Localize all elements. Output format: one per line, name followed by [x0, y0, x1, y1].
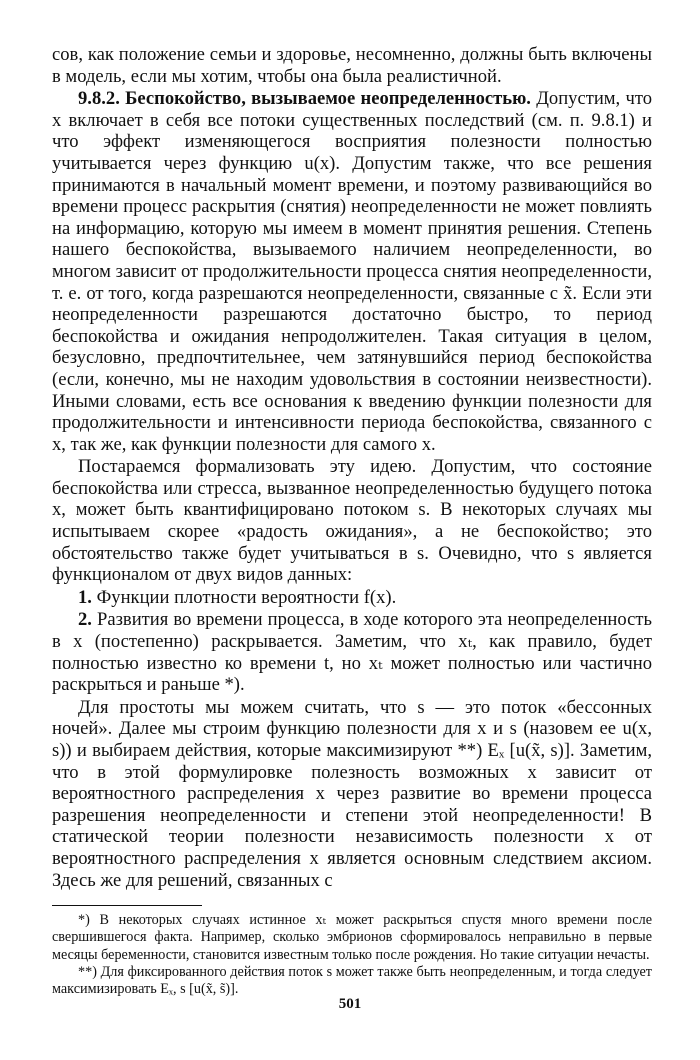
- footnote-2-marker: **): [78, 963, 97, 980]
- paragraph-formalize: [52, 456, 652, 586]
- page-number: 501: [338, 996, 362, 1012]
- paragraph-simplicity: [52, 697, 652, 891]
- list-item-1: [52, 587, 652, 609]
- paragraph-section-9-8-2: [52, 88, 652, 455]
- formalize-text: Постараемся формализовать эту идею. Допустим, что состояние беспокойства или стресса, вызванное неопределенностью будущего потока x, может быть квантифицировано потоком s. В некоторых случаях мы испытываем скорее «радость ожидания», а не беспокойство; это обстоятельство также будет учитываться в s. Очевидно, что s является функционалом от двух видов данных:: [52, 456, 652, 586]
- list-item-1-number: 1.: [78, 586, 92, 608]
- section-heading: 9.8.2. Беспокойство, вызываемое неопределенностью.: [78, 88, 531, 110]
- list-item-2-number: 2.: [78, 609, 92, 631]
- footnote-1: [52, 912, 652, 964]
- list-item-2-text: Развития во времени процесса, в ходе которого эта неопределенность в x (постепенно) раскрывается. Заметим, что xₜ, как правило, будет полностью известно ко времени t, но xₜ может полностью или частично раскрыться и раньше *).: [52, 609, 652, 696]
- footnote-2: [52, 964, 652, 998]
- section-text: Допустим, что x включает в себя все потоки существенных последствий (см. п. 9.8.1) и что эффект изменяющегося восприятия полезности полностью учитывается через функцию u(x). Допустим также, что все решения принимаются в начальный момент времени, и поэтому развивающийся во времени процесс раскрытия (снятия) неопределенности не может повлиять на информацию, которую мы имеем в момент принятия решения. Степень нашего беспокойства, вызываемого наличием неопределенности, во многом зависит от продолжительности процесса снятия неопределенности, т. е. от того, когда разрешаются неопределенности, связанные с x̃. Если эти неопределенности разрешаются достаточно быстро, то период беспокойства и ожидания непродолжителен. Такая ситуация в целом, безусловно, предпочтительнее, чем затянувшийся период беспокойства (если, конечно, мы не находим удовольствия в состоянии неизвестности). Иными словами, есть все основания к введению функции полезности для продолжительности и интенсивности периода беспокойства, связанного с x, так же, как функции полезности для самого x.: [52, 88, 652, 455]
- paragraph-continuation: [52, 44, 652, 87]
- page-body: [52, 44, 652, 998]
- footnote-2-text: Для фиксированного действия поток s может также быть неопределенным, и тогда следует максимизировать Eₓ, s [u(x̃, s̃)].: [52, 963, 652, 997]
- continuation-text: сов, как положение семьи и здоровье, несомненно, должны быть включены в модель, если мы хотим, чтобы она была реалистичной.: [52, 44, 652, 87]
- simplicity-text: Для простоты мы можем считать, что s — это поток «бессонных ночей». Далее мы строим функцию полезности для x и s (назовем ее u(x, s)) и выбираем действия, которые максимизируют **) Eₓ [u(x̃, s)]. Заметим, что в этой формулировке полезность возможных x зависит от вероятностного распределения x через развитие во времени процесса разрешения неопределенности и степени этой неопределенности! В статической теории полезности независимость полезности x от вероятностного распределения x является основным следствием аксиом. Здесь же для решений, связанных с: [52, 696, 652, 891]
- footnote-rule: [52, 905, 202, 906]
- list-item-2: [52, 609, 652, 695]
- footnote-1-marker: *): [78, 912, 90, 929]
- footnote-1-text: В некоторых случаях истинное xₜ может раскрыться спустя много времени после свершившегося факта. Например, сколько эмбрионов сформировалось неправильно в первые месяцы беременности, становится известным только после рождения. Но такие ситуации нечасты.: [52, 912, 652, 963]
- footnotes: [52, 905, 652, 998]
- list-item-1-text: Функции плотности вероятности f(x).: [91, 586, 397, 608]
